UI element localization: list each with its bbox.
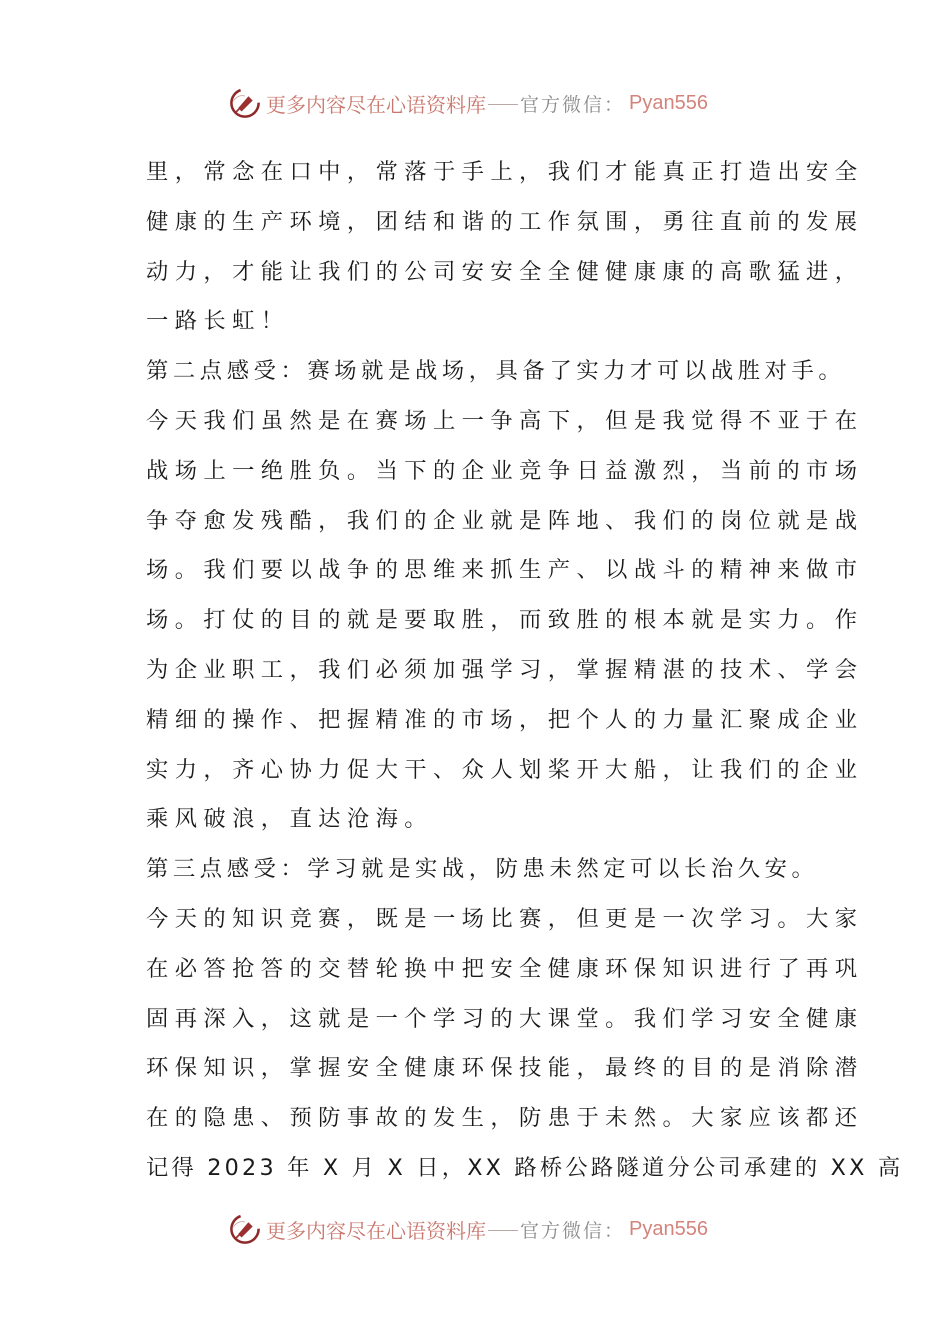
text-line: 在的隐患、预防事故的发生，防患于未然。大家应该都还 [146, 1105, 864, 1132]
text-line: 环保知识，掌握安全健康环保技能，最终的目的是消除潜 [146, 1055, 864, 1082]
banner-wechat-id: Pyan556 [629, 1217, 708, 1240]
text-line: 为企业职工，我们必须加强学习，掌握精湛的技术、学会 [146, 656, 864, 683]
text-line: 实力，齐心协力促大干、众人划桨开大船，让我们的企业 [146, 756, 864, 783]
text-line: 场。打仗的目的就是要取胜，而致胜的根本就是实力。作 [146, 607, 864, 634]
text-line: 里，常念在口中，常落于手上，我们才能真正打造出安全 [146, 159, 864, 185]
text-line: 动力，才能让我们的公司安安全全健健康康的高歌猛进， [146, 258, 864, 285]
banner-separator [488, 1230, 518, 1231]
text-line: 争夺愈发残酷，我们的企业就是阵地、我们的岗位就是战 [146, 507, 864, 534]
text-line: 一路长虹！ [146, 308, 290, 335]
text-line: 记得 2023 年 X 月 X 日，XX 路桥公路隧道分公司承建的 XX 高 [146, 1154, 904, 1181]
banner-main-text: 更多内容尽在心语资料库 [266, 92, 486, 117]
text-line: 固再深入，这就是一个学习的大课堂。我们学习安全健康 [146, 1005, 864, 1032]
banner-wechat-id: Pyan556 [629, 91, 708, 114]
text-line: 今天我们虽然是在赛场上一争高下，但是我觉得不亚于在 [146, 407, 864, 434]
section-heading-3: 第三点感受：学习就是实战，防患未然定可以长治久安。 [146, 856, 819, 883]
banner-wechat-label: 官方微信： [520, 93, 626, 116]
text-line: 在必答抢答的交替轮换中把安全健康环保知识进行了再巩 [146, 955, 864, 982]
banner-separator [488, 104, 518, 105]
text-line: 精细的操作、把握精准的市场，把个人的力量汇聚成企业 [146, 706, 864, 733]
text-line: 场。我们要以战争的思维来抓生产、以战斗的精神来做市 [146, 557, 864, 584]
text-line: 乘风破浪，直达沧海。 [146, 806, 433, 833]
text-line: 健康的生产环境，团结和谐的工作氛围，勇往直前的发展 [146, 208, 864, 235]
banner-wechat-label: 官方微信： [520, 1219, 626, 1242]
pen-nib-logo-icon [228, 1212, 262, 1246]
document-body [146, 148, 904, 1194]
text-line: 今天的知识竞赛，既是一场比赛，但更是一次学习。大家 [146, 905, 864, 932]
text-line: 战场上一绝胜负。当下的企业竞争日益激烈，当前的市场 [146, 457, 864, 484]
section-heading-2: 第二点感受：赛场就是战场，具备了实力才可以战胜对手。 [146, 358, 846, 385]
header-banner [228, 85, 728, 121]
banner-main-text: 更多内容尽在心语资料库 [266, 1218, 486, 1243]
pen-nib-logo-icon [228, 86, 262, 120]
footer-banner [228, 1211, 728, 1247]
